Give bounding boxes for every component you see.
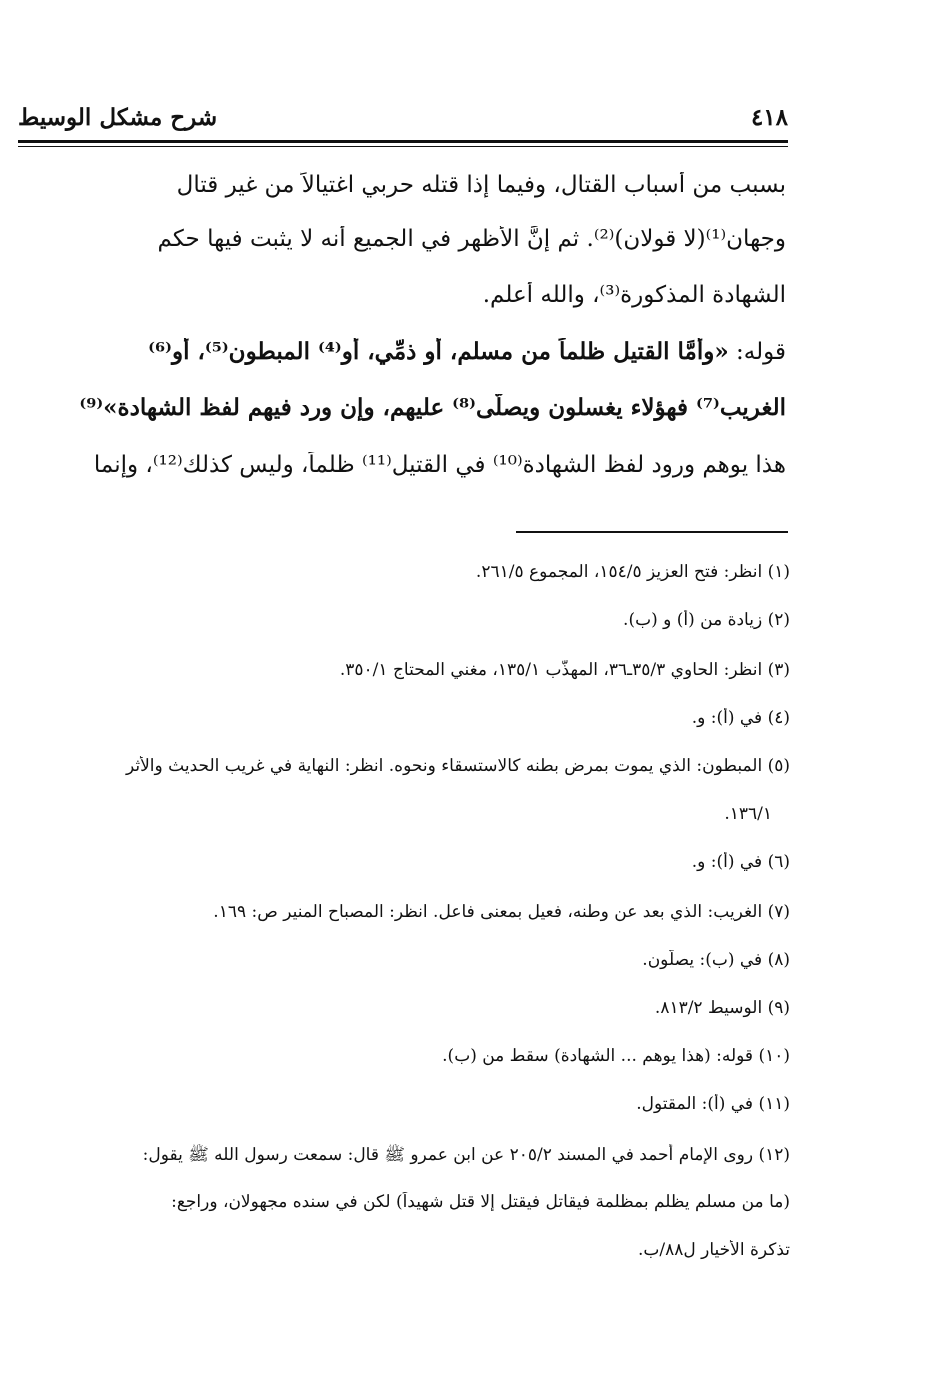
footnote-11: (١١) في (أ): المقتول. [636,1094,790,1114]
body-line-6: هذا يوهم ورود لفظ الشهادة⁽¹⁰⁾ في القتيل⁽¹¹⁾ ظلماً، وليس كذلك⁽¹²⁾، وإنما [93,452,786,478]
header-rule-thin [18,146,788,147]
page-number: ٤١٨ [750,104,788,131]
footnote-12: (١٢) روى الإمام أحمد في المسند ٢٠٥/٢ عن ابن عمرو ﷺ قال: سمعت رسول الله ﷺ يقول: [142,1145,790,1165]
footnote-3: (٣) انظر: الحاوي ٣٥/٣ـ٣٦، المهذّب ١٣٥/١، مغني المحتاج ٣٥٠/١. [339,660,790,680]
footnote-7: (٧) الغريب: الذي بعد عن وطنه، فعيل بمعنى فاعل. انظر: المصباح المنير ص: ١٦٩. [213,902,790,922]
quoted-text: الغريب⁽⁷⁾ فهؤلاء يغسلون ويصلَّى⁽⁸⁾ عليهم، وإن ورد فيهم لفظ الشهادة»⁽⁹⁾ [79,394,786,421]
footnote-5-cont: ١٣٦/١. [724,804,772,824]
footnote-10: (١٠) قوله: (هذا يوهم ... الشهادة) سقط من (ب). [442,1046,790,1066]
quoted-text: «وأمَّا القتيل ظلماً من مسلم، أو ذمِّي، أو⁽⁴⁾ المبطون⁽⁵⁾، أو⁽⁶⁾ [148,338,729,365]
running-header [18,104,788,140]
header-rule-thick [18,140,788,143]
body-line-3: الشهادة المذكورة⁽³⁾، والله أعلم. [482,282,786,308]
footnote-8: (٨) في (ب): يصلُّون. [642,950,790,970]
book-title: شرح مشكل الوسيط [18,104,218,131]
quote-lead: قوله: [728,339,786,365]
body-line-1: بسبب من أسباب القتال، وفيما إذا قتله حربي اغتيالاً من غير قتال [176,172,786,198]
footnote-2: (٢) زيادة من (أ) و (ب). [623,610,790,630]
footnote-12-cont: تذكرة الأخيار ل٨٨/ب. [637,1240,790,1260]
body-line-5 [20,394,786,421]
footnote-12-cont: (ما من مسلم يظلم بمظلمة فيقاتل فيقتل إلا قتل شهيداً) لكن في سنده مجهولان، وراجع: [171,1192,790,1212]
footnote-1: (١) انظر: فتح العزيز ١٥٤/٥، المجموع ٢٦١/٥. [475,562,790,582]
footnote-4: (٤) في (أ): و. [691,708,790,728]
footnote-9: (٩) الوسيط ٨١٣/٢. [654,998,790,1018]
body-line-2: وجهان⁽¹⁾(لا قولان)⁽²⁾. ثم إنَّ الأظهر في الجميع أنه لا يثبت فيها حكم [157,226,786,252]
footnote-5: (٥) المبطون: الذي يموت بمرض بطنه كالاستسقاء ونحوه. انظر: النهاية في غريب الحديث والأثر [126,756,790,776]
body-line-4 [20,338,786,365]
footnote-6: (٦) في (أ): و. [691,852,790,872]
footnote-separator [516,531,788,533]
